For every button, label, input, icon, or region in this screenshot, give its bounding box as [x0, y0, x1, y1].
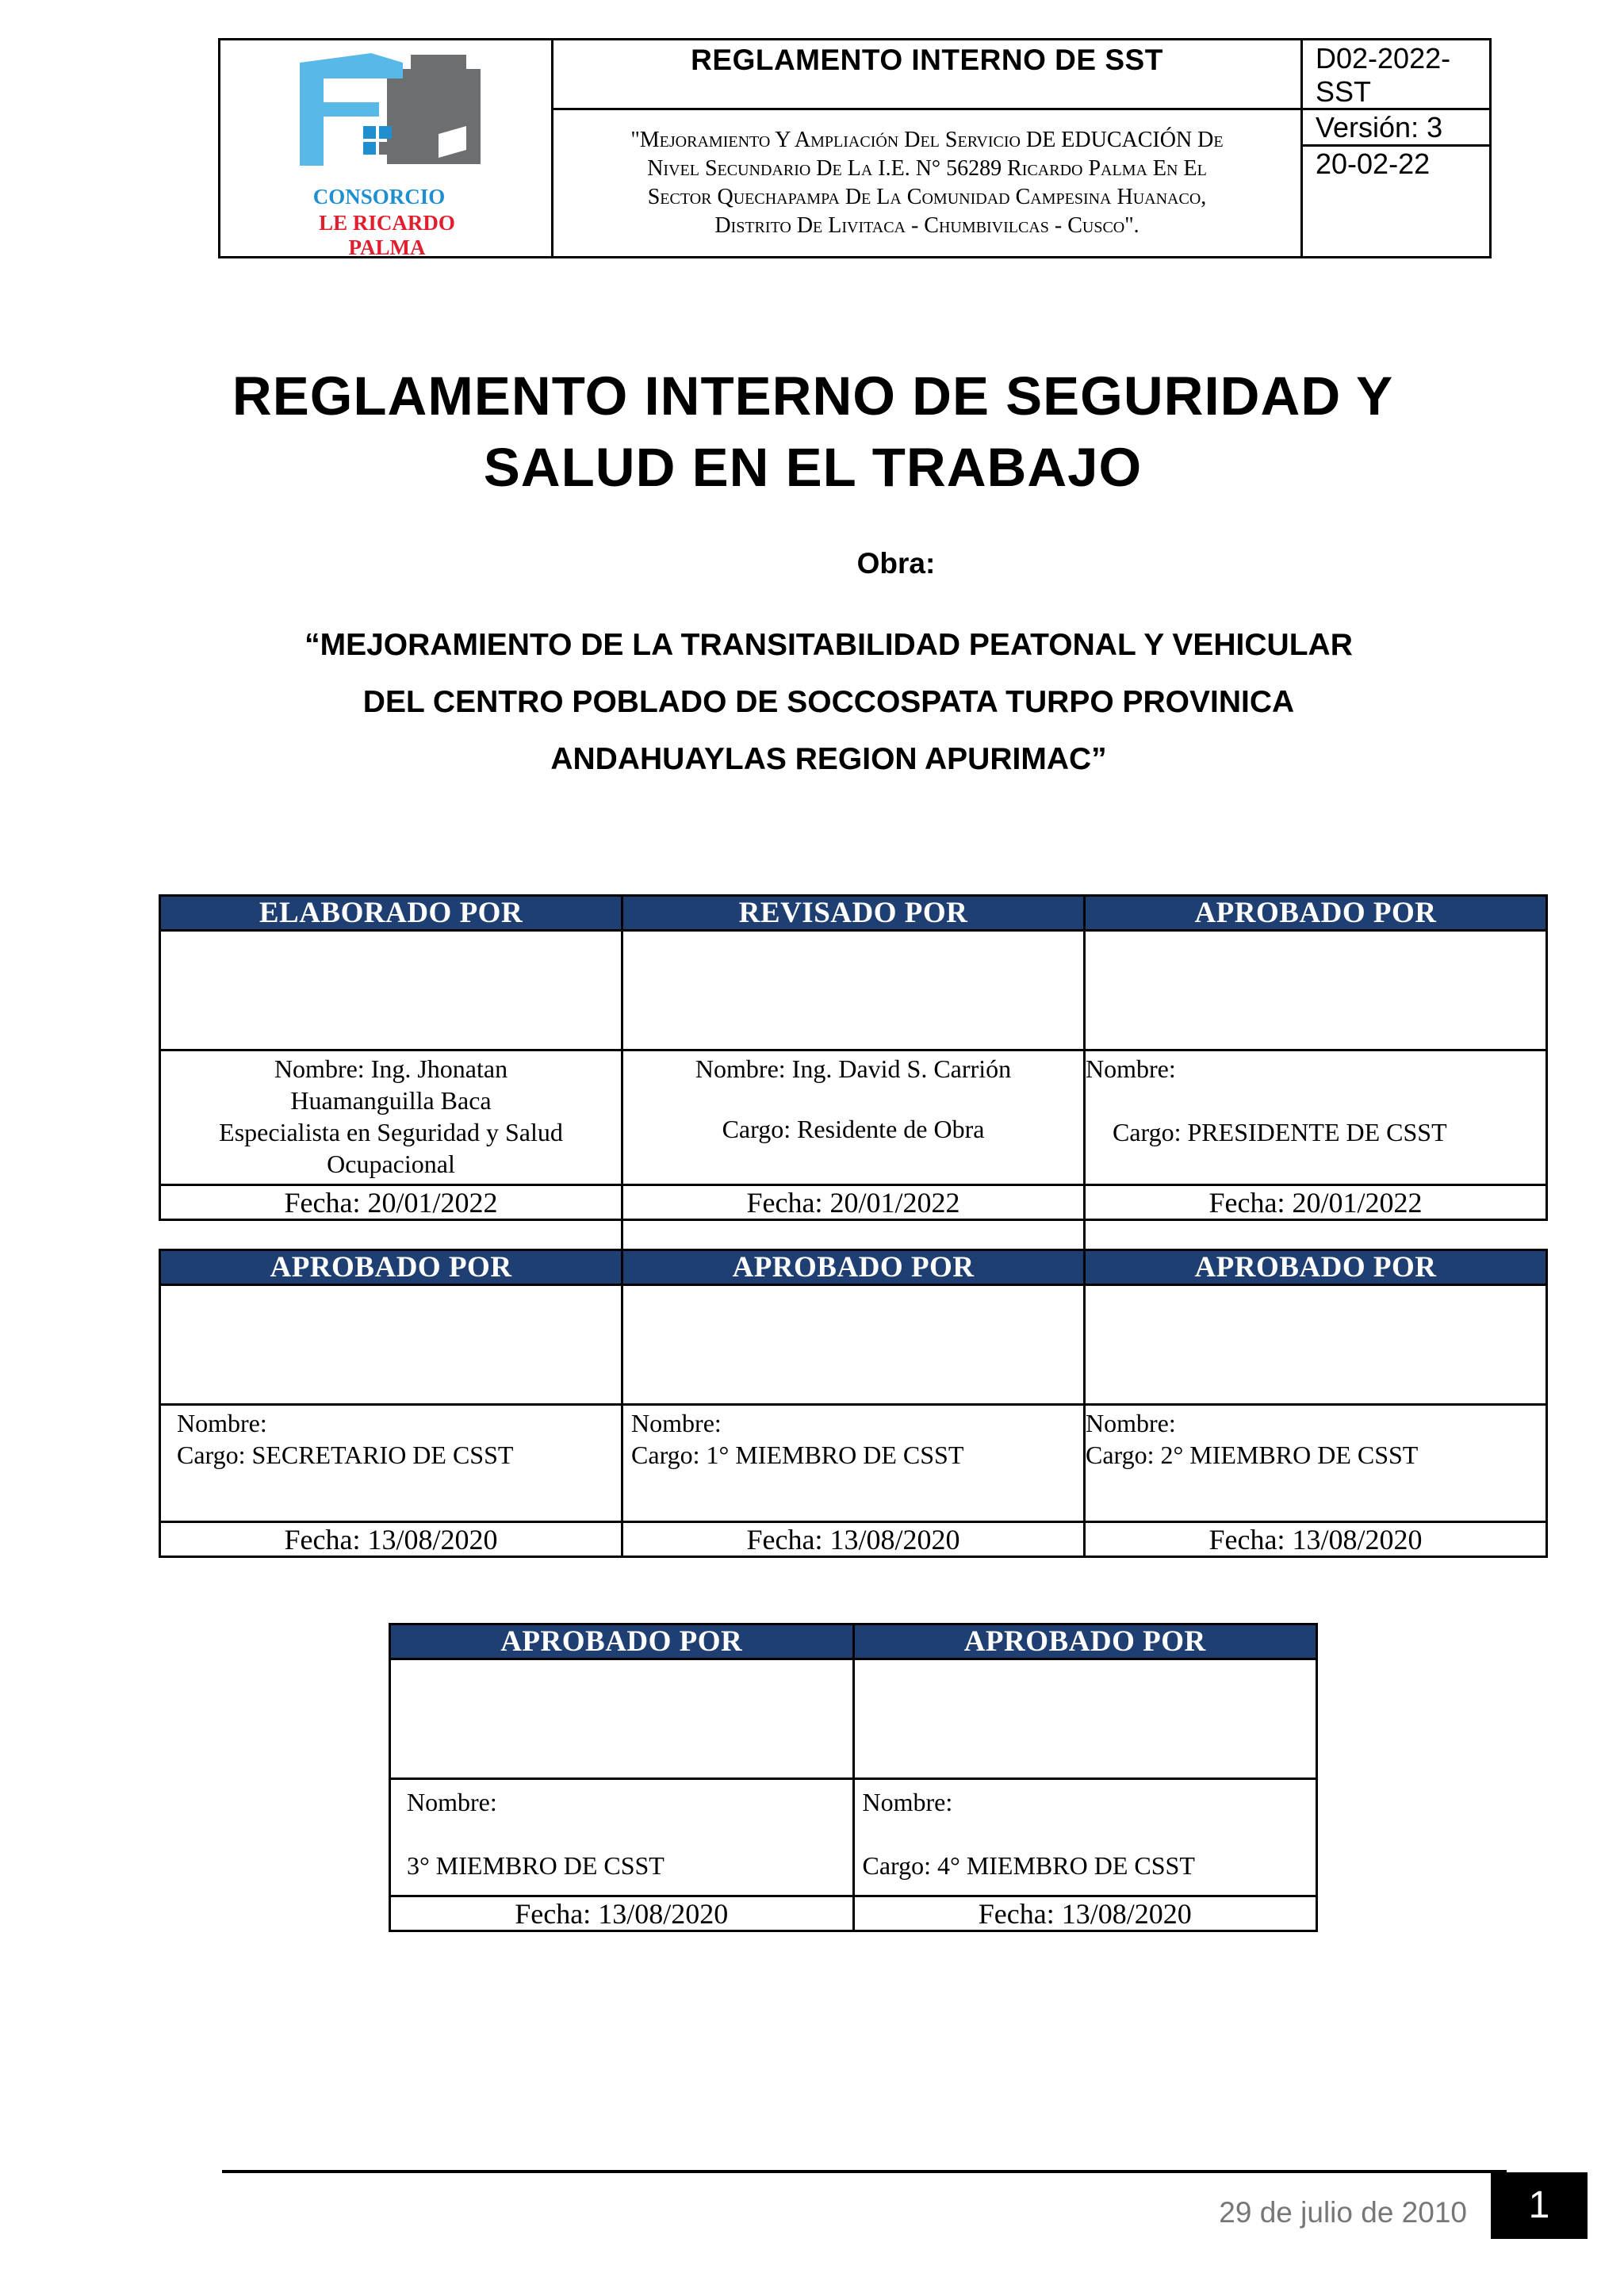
signer-role: Cargo: 4° MIEMBRO DE CSST — [862, 1851, 1195, 1880]
title-line: REGLAMENTO INTERNO DE SEGURIDAD Y — [232, 365, 1394, 427]
signer-info — [622, 1405, 1085, 1522]
signer-name: Nombre: — [1085, 1054, 1176, 1083]
page-title — [159, 361, 1467, 503]
header-aprobado: APROBADO POR — [160, 1250, 622, 1285]
project-line: "Mejoramiento Y Ampliación Del Servicio DE EDUCACIÓN De — [630, 128, 1224, 152]
signer-name: Nombre: Ing. David S. Carrión — [695, 1054, 1012, 1083]
header-elaborado: ELABORADO POR — [160, 896, 622, 931]
header-aprobado: APROBADO POR — [622, 1250, 1085, 1285]
header-title: REGLAMENTO INTERNO DE SST — [553, 40, 1300, 110]
signature-box — [390, 1659, 854, 1779]
signature-table-3 — [389, 1623, 1318, 1932]
document-version: Versión: 3 — [1303, 110, 1489, 147]
signer-info-row — [160, 1050, 1547, 1185]
header-aprobado: APROBADO POR — [1084, 1250, 1546, 1285]
spacer-cell — [160, 1220, 622, 1250]
header-revisado: REVISADO POR — [622, 896, 1085, 931]
date-row — [160, 1522, 1547, 1557]
signer-info-row — [390, 1779, 1317, 1896]
footer-rule — [222, 2170, 1507, 2173]
document-header — [218, 38, 1492, 258]
signer-info — [1084, 1050, 1546, 1185]
signer-info — [853, 1779, 1317, 1896]
project-line: Distrito De Livitaca - Chumbivilcas - Cusco". — [714, 213, 1139, 238]
header-aprobado: APROBADO POR — [1084, 896, 1546, 931]
signer-role: Cargo: 2° MIEMBRO DE CSST — [1085, 1441, 1419, 1469]
signer-role: Cargo: Residente de Obra — [722, 1115, 985, 1143]
signer-name: Nombre: — [862, 1788, 953, 1816]
signer-name: Nombre: — [1085, 1409, 1176, 1437]
signature-box — [1084, 1285, 1546, 1405]
signer-info-row — [160, 1405, 1547, 1522]
signature-space-row — [390, 1659, 1317, 1779]
signature-date: Fecha: 20/01/2022 — [160, 1185, 622, 1220]
signature-box — [160, 1285, 622, 1405]
header-aprobado: APROBADO POR — [390, 1624, 854, 1659]
signer-role: 3° MIEMBRO DE CSST — [407, 1851, 665, 1880]
signer-name: Nombre: Ing. Jhonatan — [274, 1054, 508, 1083]
signer-info — [622, 1050, 1085, 1185]
signer-info — [1084, 1405, 1546, 1522]
signer-role: Cargo: PRESIDENTE DE CSST — [1112, 1118, 1447, 1146]
header-project-text — [553, 110, 1300, 256]
spacer-cell — [1084, 1220, 1546, 1250]
obra-line: “MEJORAMIENTO DE LA TRANSITABILIDAD PEATONAL Y VEHICULAR — [304, 628, 1353, 662]
table-header-row — [160, 1250, 1547, 1285]
signer-role: Especialista en Seguridad y Salud — [219, 1118, 563, 1146]
header-logo-cell — [220, 40, 553, 259]
obra-name — [159, 617, 1499, 788]
signature-space-row — [160, 1285, 1547, 1405]
signature-box — [1084, 931, 1546, 1050]
signer-role: Cargo: SECRETARIO DE CSST — [177, 1441, 514, 1469]
signer-info — [160, 1050, 622, 1185]
page-number: 1 — [1491, 2172, 1588, 2239]
spacer-cell — [622, 1220, 1085, 1250]
signer-name: Nombre: — [177, 1409, 267, 1437]
signer-name: Nombre: — [407, 1788, 497, 1816]
date-row — [390, 1896, 1317, 1931]
signer-role: Ocupacional — [327, 1150, 455, 1178]
footer-date: 29 de julio de 2010 — [1219, 2196, 1467, 2229]
header-middle-cell — [553, 40, 1303, 256]
date-row — [160, 1185, 1547, 1220]
project-line: Sector Quechapampa De La Comunidad Campesina Huanaco, — [647, 185, 1207, 209]
signature-table-1 — [159, 894, 1548, 1558]
signature-box — [853, 1659, 1317, 1779]
table-header-row — [390, 1624, 1317, 1659]
project-line: Nivel Secundario De La I.E. N° 56289 Ricardo Palma En El — [647, 156, 1207, 181]
signer-role: Cargo: 1° MIEMBRO DE CSST — [631, 1441, 964, 1469]
signature-date: Fecha: 13/08/2020 — [390, 1896, 854, 1931]
signature-space-row — [160, 931, 1547, 1050]
consorcio-logo-icon — [284, 47, 490, 183]
header-right-cell — [1303, 40, 1489, 256]
signer-info — [390, 1779, 854, 1896]
signer-name: Nombre: — [631, 1409, 722, 1437]
obra-line: DEL CENTRO POBLADO DE SOCCOSPATA TURPO PROVINICA — [362, 685, 1295, 719]
signature-date: Fecha: 13/08/2020 — [622, 1522, 1085, 1557]
signature-box — [160, 931, 622, 1050]
signature-date: Fecha: 13/08/2020 — [1084, 1522, 1546, 1557]
signature-date: Fecha: 13/08/2020 — [160, 1522, 622, 1557]
obra-line: ANDAHUAYLAS REGION APURIMAC” — [550, 742, 1107, 776]
title-line: SALUD EN EL TRABAJO — [483, 437, 1143, 498]
signer-name: Huamanguilla Baca — [290, 1086, 492, 1115]
obra-label: Obra: — [856, 547, 936, 580]
header-aprobado: APROBADO POR — [853, 1624, 1317, 1659]
table-header-row — [160, 896, 1547, 931]
logo-text-name: LE RICARDO PALMA — [319, 211, 455, 259]
spacer-row — [160, 1220, 1547, 1250]
logo-text-consorcio: CONSORCIO — [312, 185, 446, 209]
signature-date: Fecha: 20/01/2022 — [1084, 1185, 1546, 1220]
signer-info — [160, 1405, 622, 1522]
signature-date: Fecha: 13/08/2020 — [853, 1896, 1317, 1931]
signature-box — [622, 1285, 1085, 1405]
signature-date: Fecha: 20/01/2022 — [622, 1185, 1085, 1220]
document-date: 20-02-22 — [1316, 147, 1431, 180]
document-code: D02-2022-SST — [1303, 40, 1489, 110]
signature-box — [622, 931, 1085, 1050]
